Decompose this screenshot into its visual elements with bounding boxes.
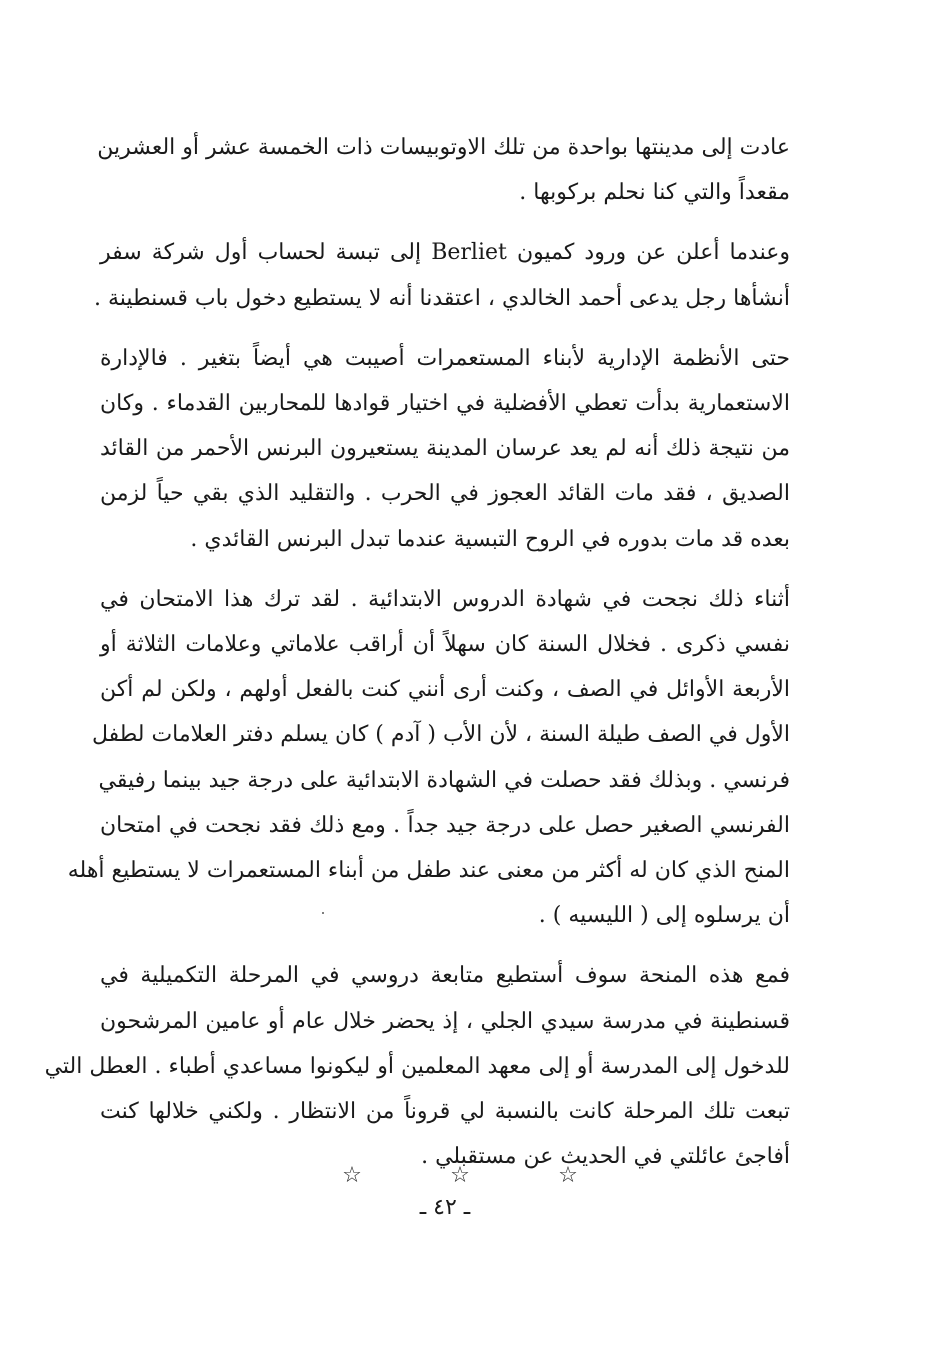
text-line: تبعت تلك المرحلة كانت بالنسبة لي قروناً من الانتظار . ولكني خلالها كنت bbox=[100, 1099, 790, 1125]
text-line: الأول في الصف طيلة السنة ، لأن الأب ( آدم ) كان يسلم دفتر العلامات لطفل bbox=[91, 722, 790, 748]
paragraph-4 bbox=[67, 577, 790, 939]
body-text bbox=[44, 125, 790, 1194]
section-separator bbox=[340, 1160, 580, 1190]
text-line: أن يرسلوه إلى ( الليسيه ) . bbox=[538, 903, 790, 929]
paragraph-2 bbox=[94, 230, 790, 320]
star-outline-icon: ☆ bbox=[558, 1162, 578, 1188]
text-line: للدخول إلى المدرسة أو إلى معهد المعلمين أو ليكونوا مساعدي أطباء . العطل التي bbox=[44, 1053, 790, 1079]
page-number: ـ ٤٢ ـ bbox=[419, 1195, 471, 1220]
text-line: الاستعمارية بدأت تعطي الأفضلية في اختيار قوادها للمحاربين القدماء . وكان bbox=[100, 391, 790, 417]
text-line: أثناء ذلك نجحت في شهادة الدروس الابتدائية . لقد ترك هذا الامتحان في bbox=[100, 586, 790, 612]
text-line: حتى الأنظمة الإدارية لأبناء المستعمرات أصيبت هي أيضاً بتغير . فالإدارة bbox=[100, 345, 790, 371]
text-line: عادت إلى مدينتها بواحدة من تلك الاوتوبيسات ذات الخمسة عشر أو العشرين bbox=[97, 135, 790, 160]
paragraph-5 bbox=[44, 953, 790, 1179]
paragraph-1 bbox=[97, 125, 790, 215]
text-line: المنح الذي كان له أكثر من معنى عند طفل من أبناء المستعمرات لا يستطيع أهله bbox=[67, 858, 790, 884]
print-speck bbox=[322, 912, 324, 914]
text-line: الفرنسي الصغير حصل على درجة جيد جداً . ومع ذلك فقد نجحت في امتحان bbox=[100, 812, 790, 838]
text-line: قسنطينة في مدرسة سيدي الجلي ، إذ يحضر خلال عام أو عامين المرشحون bbox=[100, 1008, 790, 1034]
text-line: فمع هذه المنحة سوف أستطيع متابعة دروسي في المرحلة التكميلية في bbox=[100, 963, 790, 989]
text-line: الصديق ، فقد مات القائد العجوز في الحرب . والتقليد الذي بقي حياً لزمن bbox=[100, 481, 790, 507]
text-line: أفاجئ عائلتي في الحديث عن مستقبلي . bbox=[421, 1144, 790, 1170]
text-line: بعده قد مات بدوره في الروح التبسية عندما تبدل البرنس القائدي . bbox=[190, 526, 790, 552]
text-line: مقعداً والتي كنا نحلم بركوبها . bbox=[519, 180, 790, 206]
text-line: وعندما أعلن عن ورود كميون Berliet إلى تبسة لحساب أول شركة سفر bbox=[100, 240, 790, 266]
paragraph-3 bbox=[100, 336, 790, 562]
text-line: الأربعة الأوائل في الصف ، وكنت أرى أنني كنت بالفعل أولهم ، ولكن لم أكن bbox=[100, 677, 790, 703]
text-line: نفسي ذكرى . فخلال السنة كان سهلاً أن أراقب علاماتي وعلامات الثلاثة أو bbox=[100, 632, 790, 658]
star-outline-icon: ☆ bbox=[342, 1162, 362, 1188]
text-line: أنشأها رجل يدعى أحمد الخالدي ، اعتقدنا أنه لا يستطيع دخول باب قسنطينة . bbox=[94, 285, 790, 311]
text-line: من نتيجة ذلك أنه لم يعد عرسان المدينة يستعيرون البرنس الأحمر من القائد bbox=[100, 436, 790, 462]
star-outline-icon: ☆ bbox=[450, 1162, 470, 1188]
text-line: فرنسي . وبذلك فقد حصلت في الشهادة الابتدائية على درجة جيد بينما رفيقي bbox=[98, 767, 790, 793]
